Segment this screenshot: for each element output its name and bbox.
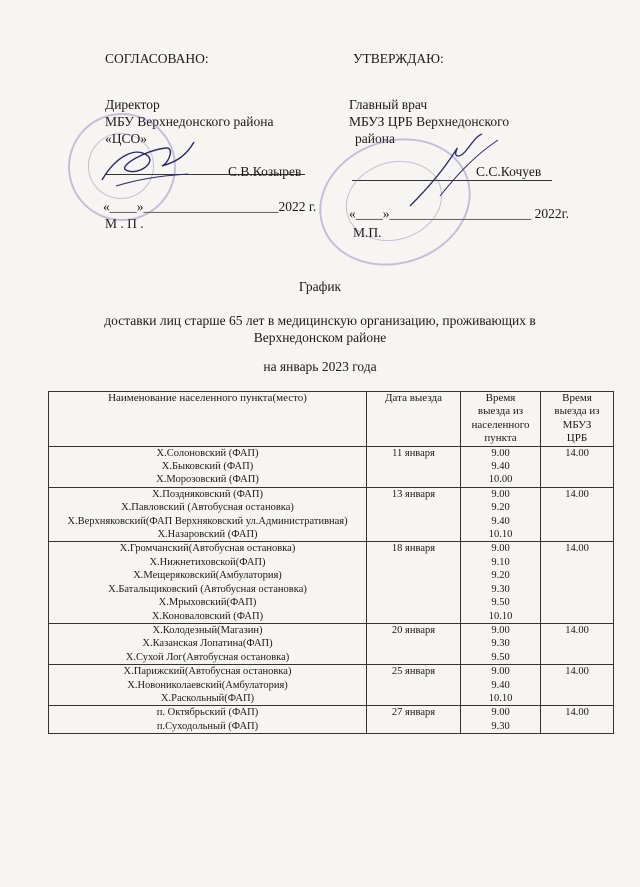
- departure-time: 9.20: [491, 570, 510, 582]
- place-name: Х.Раскольный(ФАП): [160, 692, 255, 704]
- left-org: МБУ Верхнедонского района: [105, 114, 274, 129]
- left-position: Директор: [105, 97, 160, 112]
- date-cell: 25 января: [367, 665, 461, 706]
- departure-time: 9.00: [491, 488, 510, 500]
- place-name: Х.Казанская Лопатина(ФАП): [142, 638, 273, 650]
- departure-time: 9.40: [491, 679, 510, 691]
- time-back-cell: 14.00: [541, 487, 614, 542]
- header-time-back-line: МБУЗ: [562, 418, 592, 431]
- table-row: [49, 665, 614, 706]
- place-cell: [49, 665, 367, 706]
- header-time-back-line: Время: [562, 392, 592, 404]
- departure-time: 10.10: [488, 529, 513, 541]
- date-cell: 11 января: [367, 446, 461, 487]
- table-row: [49, 542, 614, 623]
- place-cell: [49, 487, 367, 542]
- place-name: Х.Сухой Лог(Автобусная остановка): [125, 651, 290, 663]
- time-from-cell: [461, 665, 541, 706]
- header-time-from: [461, 392, 541, 447]
- departure-time: 9.10: [491, 556, 510, 568]
- document-period: на январь 2023 года: [263, 359, 377, 374]
- header-time-from-line: Время: [485, 392, 516, 404]
- table-body: [49, 446, 614, 734]
- header-time-back-line: выезда из: [554, 405, 600, 418]
- place-name: п.Суходольный (ФАП): [156, 720, 259, 732]
- table-row: [49, 623, 614, 664]
- departure-time: 9.30: [491, 583, 510, 595]
- right-signature: [400, 126, 510, 216]
- place-name: Х.Солоновский (ФАП): [156, 447, 259, 459]
- header-time-from-line: пункта: [484, 432, 517, 445]
- place-name: Х.Назаровский (ФАП): [157, 529, 258, 541]
- header-time-back: [541, 392, 614, 447]
- header-place: Наименование населенного пункта(место): [49, 392, 367, 447]
- place-name: п. Октябрьский (ФАП): [156, 707, 259, 719]
- departure-time: 9.00: [491, 447, 510, 459]
- place-name: Х.Павловский (Автобусная остановка): [121, 502, 294, 514]
- place-name: Х.Колодезный(Магазин): [152, 624, 263, 636]
- place-name: Х.Мещеряковский(Амбулатория): [133, 570, 282, 582]
- table-row: [49, 706, 614, 734]
- right-signer-name: С.С.Кочуев: [476, 164, 542, 179]
- right-org-2: района: [355, 131, 395, 146]
- document-title: График: [298, 279, 342, 294]
- place-name: Х.Батальщиковский (Автобусная остановка): [108, 583, 307, 595]
- left-date-line: «____»____________________2022 г.: [103, 199, 317, 214]
- departure-time: 9.50: [491, 597, 510, 609]
- place-cell: [49, 446, 367, 487]
- place-name: Х.Громчанский(Автобусная остановка): [119, 543, 296, 555]
- departure-time: 10.10: [488, 610, 513, 622]
- date-cell: 27 января: [367, 706, 461, 734]
- time-back-cell: 14.00: [541, 665, 614, 706]
- departure-time: 9.20: [491, 502, 510, 514]
- header-date: Дата выезда: [367, 392, 461, 447]
- departure-time: 9.40: [491, 515, 510, 527]
- place-cell: [49, 623, 367, 664]
- departure-time: 10.10: [488, 692, 513, 704]
- time-from-cell: [461, 706, 541, 734]
- departure-time: 9.00: [491, 543, 510, 555]
- departure-time: 9.00: [491, 707, 510, 719]
- right-position: Главный врач: [349, 97, 428, 112]
- departure-time: 9.30: [491, 638, 510, 650]
- departure-time: 9.30: [491, 720, 510, 732]
- date-cell: 13 января: [367, 487, 461, 542]
- departure-time: 9.50: [491, 651, 510, 663]
- place-name: Х.Новониколаевский(Амбулатория): [127, 679, 288, 691]
- place-name: Х.Верхняковский(ФАП Верхняковский ул.Административная): [67, 515, 348, 527]
- place-name: Х.Парижский(Автобусная остановка): [123, 666, 292, 678]
- table-row: [49, 446, 614, 487]
- time-from-cell: [461, 542, 541, 623]
- time-back-cell: 14.00: [541, 542, 614, 623]
- departure-time: 10.00: [488, 474, 513, 486]
- header-time-back-line: ЦРБ: [566, 432, 588, 445]
- place-cell: [49, 706, 367, 734]
- header-time-from-line: выезда из: [477, 405, 524, 418]
- departure-time: 9.00: [491, 666, 510, 678]
- date-cell: 20 января: [367, 623, 461, 664]
- place-name: Х.Быковский (ФАП): [161, 461, 254, 473]
- header-time-from-line: населенного: [471, 418, 530, 431]
- place-name: Х.Нижнетиховской(ФАП): [149, 556, 266, 568]
- left-signer-name: С.В.Козырев: [228, 164, 302, 179]
- right-stamp-mark: М.П.: [353, 225, 382, 240]
- right-org: МБУЗ ЦРБ Верхнедонского: [349, 114, 510, 129]
- table-header-row: [49, 392, 614, 447]
- time-back-cell: 14.00: [541, 623, 614, 664]
- time-from-cell: [461, 623, 541, 664]
- date-cell: 18 января: [367, 542, 461, 623]
- departure-time: 9.40: [491, 461, 510, 473]
- time-from-cell: [461, 446, 541, 487]
- place-cell: [49, 542, 367, 623]
- departure-time: 9.00: [491, 624, 510, 636]
- left-org-2: «ЦСО»: [105, 131, 148, 146]
- agreed-label: СОГЛАСОВАНО:: [105, 51, 209, 66]
- document-subtitle-line-1: доставки лиц старше 65 лет в медицинскую организацию, проживающих в: [104, 313, 536, 328]
- time-back-cell: 14.00: [541, 446, 614, 487]
- right-date-line: «____»_____________________ 2022г.: [349, 206, 570, 221]
- schedule-table: [48, 391, 614, 734]
- place-name: Х.Мрыховский(ФАП): [158, 597, 257, 609]
- time-back-cell: 14.00: [541, 706, 614, 734]
- place-name: Х.Поздняковский (ФАП): [152, 488, 263, 500]
- left-stamp-mark: М . П .: [105, 216, 144, 231]
- document-subtitle-line-2: Верхнедонском районе: [253, 330, 387, 345]
- place-name: Х.Морозовский (ФАП): [156, 474, 259, 486]
- left-signature: [96, 136, 200, 196]
- approve-label: УТВЕРЖДАЮ:: [353, 51, 444, 66]
- place-name: Х.Коноваловский (ФАП): [151, 610, 264, 622]
- time-from-cell: [461, 487, 541, 542]
- table-row: [49, 487, 614, 542]
